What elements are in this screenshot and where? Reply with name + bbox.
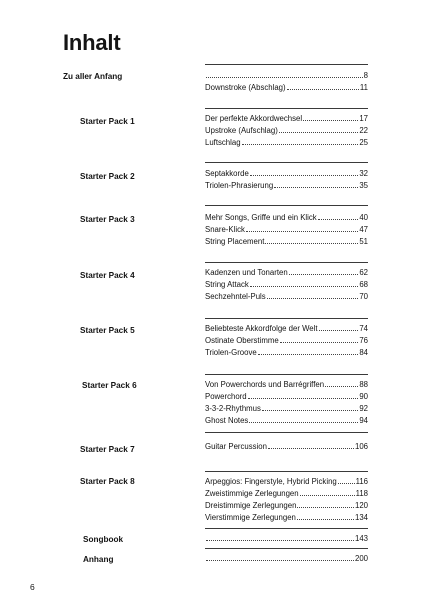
toc-entry-title: Der perfekte Akkordwechsel bbox=[205, 114, 303, 123]
section-divider bbox=[205, 548, 368, 549]
toc-entry bbox=[205, 414, 368, 425]
dot-leader bbox=[250, 286, 359, 287]
dot-leader bbox=[242, 144, 359, 145]
dot-leader bbox=[297, 507, 354, 508]
dot-leader bbox=[319, 330, 359, 331]
toc-entry bbox=[205, 112, 368, 123]
section-label: Songbook bbox=[83, 535, 124, 544]
page-number: 6 bbox=[30, 582, 35, 592]
toc-entry bbox=[205, 532, 368, 543]
toc-entry bbox=[205, 499, 368, 510]
section-label: Starter Pack 1 bbox=[80, 117, 135, 126]
dot-leader bbox=[265, 243, 358, 244]
toc-entry-page: 200 bbox=[354, 554, 368, 563]
toc-entry-page: 32 bbox=[359, 169, 368, 178]
section-label: Starter Pack 3 bbox=[80, 215, 135, 224]
toc-entry-page: 92 bbox=[359, 404, 368, 413]
toc-entry-title: Triolen-Phrasierung bbox=[205, 181, 274, 190]
toc-entry-page: 51 bbox=[359, 237, 368, 246]
toc-entry-page: 76 bbox=[359, 336, 368, 345]
toc-entry-page: 47 bbox=[359, 225, 368, 234]
toc-entry-title: Guitar Percussion bbox=[205, 442, 267, 451]
toc-entry-title: Ostinate Oberstimme bbox=[205, 336, 279, 345]
toc-entry bbox=[205, 69, 368, 80]
toc-entry-title: Kadenzen und Tonarten bbox=[205, 268, 288, 277]
toc-entry-page: 68 bbox=[359, 280, 368, 289]
toc-entry-title: Arpeggios: Fingerstyle, Hybrid Picking bbox=[205, 477, 337, 486]
toc-entry bbox=[205, 511, 368, 522]
section-divider bbox=[205, 262, 368, 263]
toc-entry-title: Vierstimmige Zerlegungen bbox=[205, 513, 296, 522]
toc-entry bbox=[205, 346, 368, 357]
toc-entry bbox=[205, 235, 368, 246]
dot-leader bbox=[262, 410, 358, 411]
toc-entry bbox=[205, 278, 368, 289]
dot-leader bbox=[318, 219, 359, 220]
section-divider bbox=[205, 432, 368, 433]
toc-entry bbox=[205, 475, 368, 486]
toc-entry-page: 70 bbox=[359, 292, 368, 301]
toc-entry-page: 134 bbox=[354, 513, 368, 522]
dot-leader bbox=[289, 274, 359, 275]
section-divider bbox=[205, 162, 368, 163]
section-divider bbox=[205, 318, 368, 319]
dot-leader bbox=[280, 342, 359, 343]
toc-entry-title: Upstroke (Aufschlag) bbox=[205, 126, 278, 135]
section-label: Starter Pack 8 bbox=[80, 477, 135, 486]
toc-entry bbox=[205, 211, 368, 222]
toc-entry bbox=[205, 179, 368, 190]
toc-entry bbox=[205, 322, 368, 333]
toc-entry-page: 118 bbox=[355, 489, 368, 498]
toc-entry-page: 94 bbox=[359, 416, 368, 425]
toc-entry-page: 40 bbox=[359, 213, 368, 222]
toc-entry-page: 11 bbox=[359, 83, 368, 92]
dot-leader bbox=[274, 187, 358, 188]
section-divider bbox=[205, 64, 368, 65]
toc-entry-page: 120 bbox=[354, 501, 368, 510]
section-label: Zu aller Anfang bbox=[63, 72, 123, 81]
dot-leader bbox=[268, 448, 354, 449]
toc-entry bbox=[205, 334, 368, 345]
dot-leader bbox=[250, 175, 359, 176]
dot-leader bbox=[325, 386, 358, 387]
toc-entry-page: 62 bbox=[359, 268, 368, 277]
page-title: Inhalt bbox=[63, 30, 121, 55]
toc-entry bbox=[205, 124, 368, 135]
dot-leader bbox=[248, 398, 359, 399]
section-label: Starter Pack 6 bbox=[82, 381, 137, 390]
dot-leader bbox=[303, 120, 358, 121]
toc-entry-title: 3-3-2-Rhythmus bbox=[205, 404, 261, 413]
toc-entry-title: Ghost Notes bbox=[205, 416, 249, 425]
toc-entry bbox=[205, 223, 368, 234]
toc-entry-page: 84 bbox=[359, 348, 368, 357]
toc-entry-title: Luftschlag bbox=[205, 138, 241, 147]
toc-entry-page: 90 bbox=[359, 392, 368, 401]
toc-entry bbox=[205, 378, 368, 389]
dot-leader bbox=[300, 495, 355, 496]
dot-leader bbox=[267, 298, 359, 299]
dot-leader bbox=[338, 483, 355, 484]
section-divider bbox=[205, 528, 368, 529]
dot-leader bbox=[279, 132, 359, 133]
toc-entry-page: 8 bbox=[363, 71, 368, 80]
toc-entry-page: 35 bbox=[359, 181, 368, 190]
toc-entry-title: Septakkorde bbox=[205, 169, 249, 178]
toc-entry-page: 143 bbox=[354, 534, 368, 543]
section-divider bbox=[205, 205, 368, 206]
toc-entry-page: 88 bbox=[359, 380, 368, 389]
section-label: Starter Pack 7 bbox=[80, 445, 135, 454]
dot-leader bbox=[206, 560, 354, 561]
toc-entry-page: 22 bbox=[359, 126, 368, 135]
dot-leader bbox=[297, 519, 354, 520]
toc-entry bbox=[205, 136, 368, 147]
toc-entry-title: Mehr Songs, Griffe und ein Klick bbox=[205, 213, 317, 222]
section-divider bbox=[205, 374, 368, 375]
toc-entry-page: 116 bbox=[355, 477, 368, 486]
section-label: Anhang bbox=[83, 555, 114, 564]
toc-entry-title: Sechzehntel-Puls bbox=[205, 292, 266, 301]
section-label: Starter Pack 2 bbox=[80, 172, 135, 181]
toc-entry-title: String Attack bbox=[205, 280, 249, 289]
toc-entry bbox=[205, 266, 368, 277]
toc-entry-title: Triolen-Groove bbox=[205, 348, 257, 357]
toc-entry bbox=[205, 167, 368, 178]
toc-entry bbox=[205, 402, 368, 413]
dot-leader bbox=[206, 540, 354, 541]
dot-leader bbox=[287, 89, 359, 90]
toc-entry-page: 25 bbox=[359, 138, 368, 147]
toc-entry-page: 74 bbox=[359, 324, 368, 333]
toc-entry bbox=[205, 552, 368, 563]
dot-leader bbox=[246, 231, 358, 232]
toc-entry-title: Powerchord bbox=[205, 392, 247, 401]
dot-leader bbox=[206, 77, 363, 78]
dot-leader bbox=[249, 422, 358, 423]
section-divider bbox=[205, 471, 368, 472]
toc-entry bbox=[205, 440, 368, 451]
toc-entry-title: Snare-Klick bbox=[205, 225, 245, 234]
toc-entry-title: Beliebteste Akkordfolge der Welt bbox=[205, 324, 318, 333]
section-divider bbox=[205, 108, 368, 109]
toc-entry-title: Dreistimmige Zerlegungen bbox=[205, 501, 297, 510]
toc-entry-title: String Placement bbox=[205, 237, 265, 246]
section-label: Starter Pack 5 bbox=[80, 326, 135, 335]
toc-entry bbox=[205, 290, 368, 301]
section-label: Starter Pack 4 bbox=[80, 271, 135, 280]
toc-entry-title: Zweistimmige Zerlegungen bbox=[205, 489, 299, 498]
toc-entry-title: Downstroke (Abschlag) bbox=[205, 83, 286, 92]
toc-entry bbox=[205, 487, 368, 498]
toc-entry bbox=[205, 390, 368, 401]
toc-entry bbox=[205, 81, 368, 92]
toc-entry-title: Von Powerchords und Barrégriffen bbox=[205, 380, 325, 389]
toc-entry-page: 106 bbox=[354, 442, 368, 451]
toc-entry-page: 17 bbox=[359, 114, 368, 123]
dot-leader bbox=[258, 354, 359, 355]
